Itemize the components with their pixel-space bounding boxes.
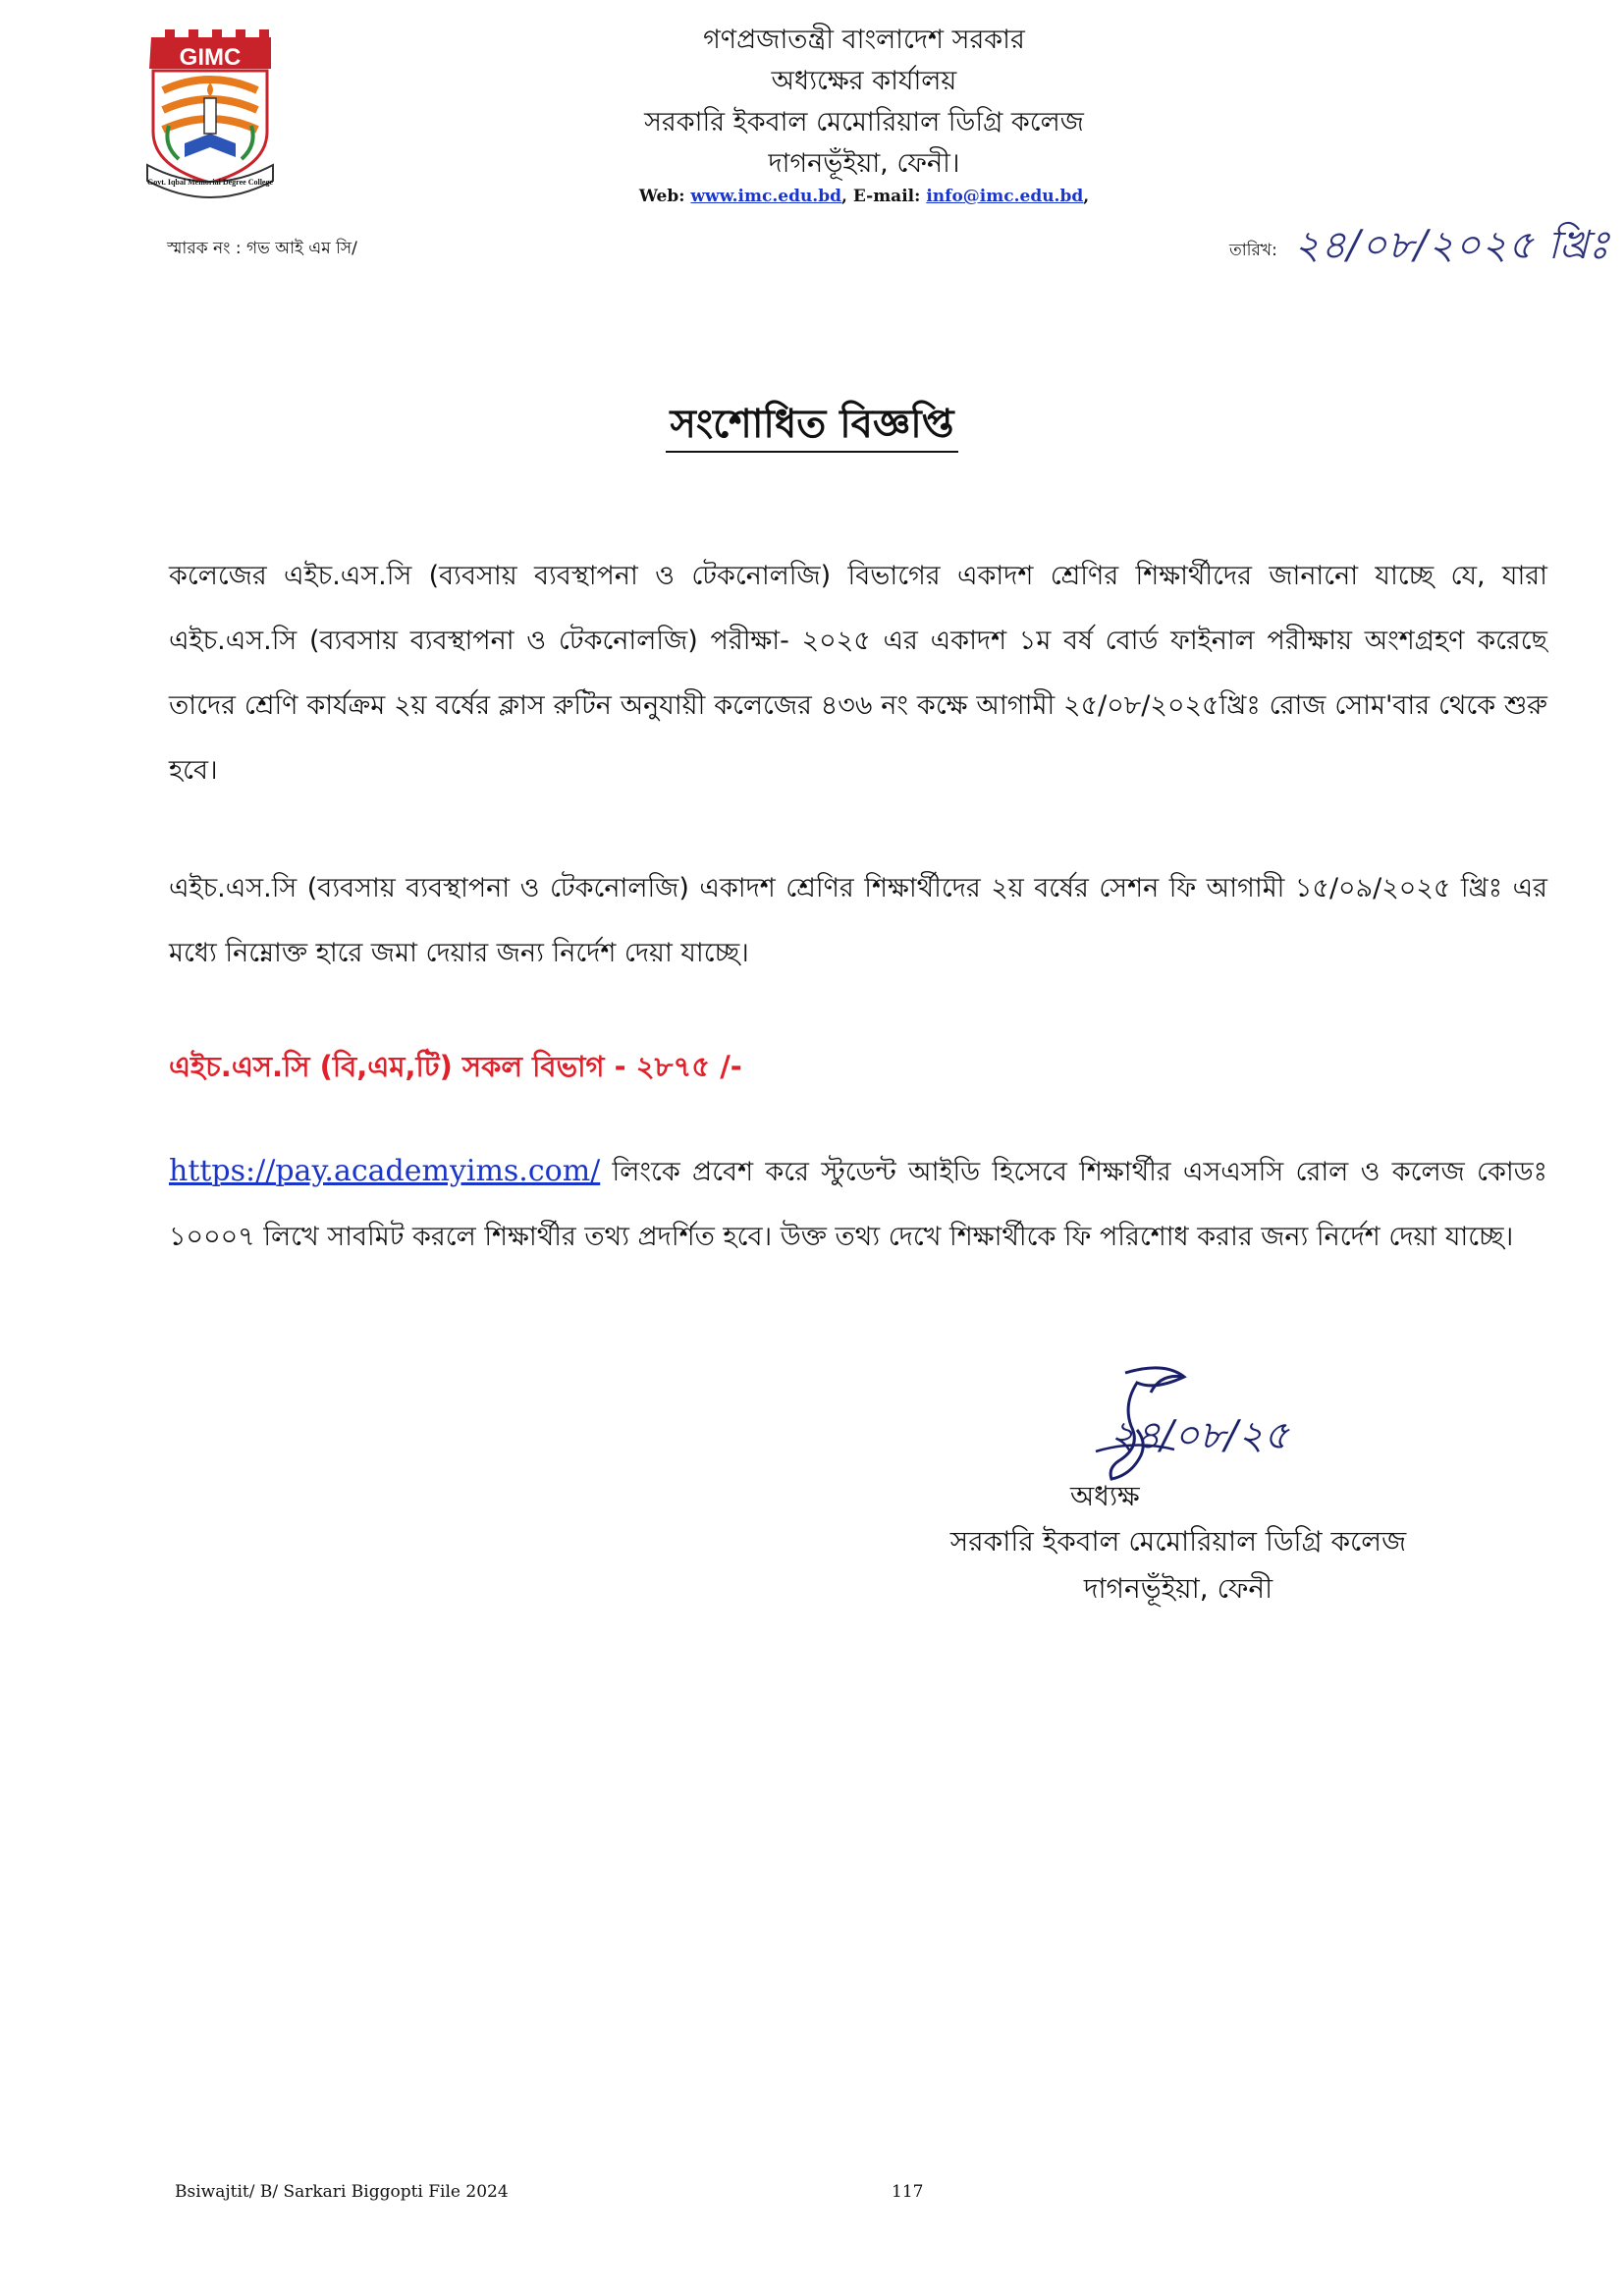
handwritten-date: ২৪/০৮/২০২৫ খ্রিঃ: [1294, 223, 1611, 268]
footer-file-ref: Bsiwajtit/ B/ Sarkari Biggopti File 2024: [175, 2182, 509, 2202]
letterhead: [550, 20, 1178, 206]
signer-place: দাগনভূঁইয়া, ফেনী: [1083, 1572, 1273, 1605]
college-address: দাগনভূঁইয়া, ফেনী।: [768, 148, 960, 179]
signer-org: সরকারি ইকবাল মেমোরিয়াল ডিগ্রি কলেজ: [949, 1525, 1407, 1558]
web-label: Web:: [638, 187, 685, 206]
college-logo: [145, 27, 275, 200]
fee-line: এইচ.এস.সি (বি,এম,টি) সকল বিভাগ - ২৮৭৫ /-: [169, 1050, 742, 1083]
paragraph-payment-instructions: [169, 1139, 1547, 1270]
notice-title: [0, 393, 1624, 459]
signature-date: ২৪/০৮/২৫: [1110, 1413, 1289, 1458]
signer-title: অধ্যক্ষ: [1070, 1480, 1140, 1512]
office-name: অধ্যক্ষের কার্যালয়: [771, 66, 957, 96]
notice-title-text: সংশোধিত বিজ্ঞপ্তি: [666, 402, 957, 453]
payment-instructions-text: লিংকে প্রবেশ করে স্টুডেন্ট আইডি হিসেবে শিক্ষার্থীর এসএসসি রোল ও কলেজ কোডঃ ১০০০৭ লিখে সাবমিট করলে শিক্ষার্থীর তথ্য প্রদর্শিত হবে। উক্ত তথ্য দেখে শিক্ষার্থীকে ফি পরিশোধ করার জন্য নির্দেশ দেয়া যাচ্ছে।: [169, 1157, 1547, 1252]
paragraph-class-start: কলেজের এইচ.এস.সি (ব্যবসায় ব্যবস্থাপনা ও টেকনোলজি) বিভাগের একাদশ শ্রেণির শিক্ষার্থীদের জানানো যাচ্ছে যে, যারা এইচ.এস.সি (ব্যবসায় ব্যবস্থাপনা ও টেকনোলজি) পরীক্ষা- ২০২৫ এর একাদশ ১ম বর্ষ বোর্ড ফাইনাল পরীক্ষায় অংশগ্রহণ করেছে তাদের শ্রেণি কার্যক্রম ২য় বর্ষের ক্লাস রুটিন অনুযায়ী কলেজের ৪৩৬ নং কক্ষে আগামী ২৫/০৮/২০২৫খ্রিঃ রোজ সোম'বার থেকে শুরু হবে।: [169, 561, 1547, 786]
email-label: E-mail:: [852, 187, 921, 206]
svg-text:Govt. Iqbal Memorial Degree Co: Govt. Iqbal Memorial Degree College: [146, 178, 274, 187]
paragraph-session-fee: এইচ.এস.সি (ব্যবসায় ব্যবস্থাপনা ও টেকনোলজি) একাদশ শ্রেণির শিক্ষার্থীদের ২য় বর্ষের সেশন ফি আগামী ১৫/০৯/২০২৫ খ্রিঃ এর মধ্যে নিম্নোক্ত হারে জমা দেয়ার জন্য নির্দেশ দেয়া যাচ্ছে।: [169, 873, 1547, 968]
payment-link[interactable]: https://pay.academyims.com/: [169, 1154, 601, 1188]
web-link[interactable]: www.imc.edu.bd: [690, 187, 842, 206]
page-number: 117: [892, 2182, 924, 2202]
date-label: তারিখ:: [1229, 241, 1277, 260]
email-link[interactable]: info@imc.edu.bd: [926, 187, 1084, 206]
svg-text:GIMC: GIMC: [179, 44, 242, 71]
contact-line: Web: www.imc.edu.bd, E-mail: info@imc.edu.bd,: [638, 187, 1090, 206]
govt-name: গণপ্রজাতন্ত্রী বাংলাদেশ সরকার: [703, 25, 1025, 55]
college-name: সরকারি ইকবাল মেমোরিয়াল ডিগ্রি কলেজ: [644, 107, 1084, 137]
memo-number: স্মারক নং : গভ আই এম সি/: [167, 239, 357, 258]
